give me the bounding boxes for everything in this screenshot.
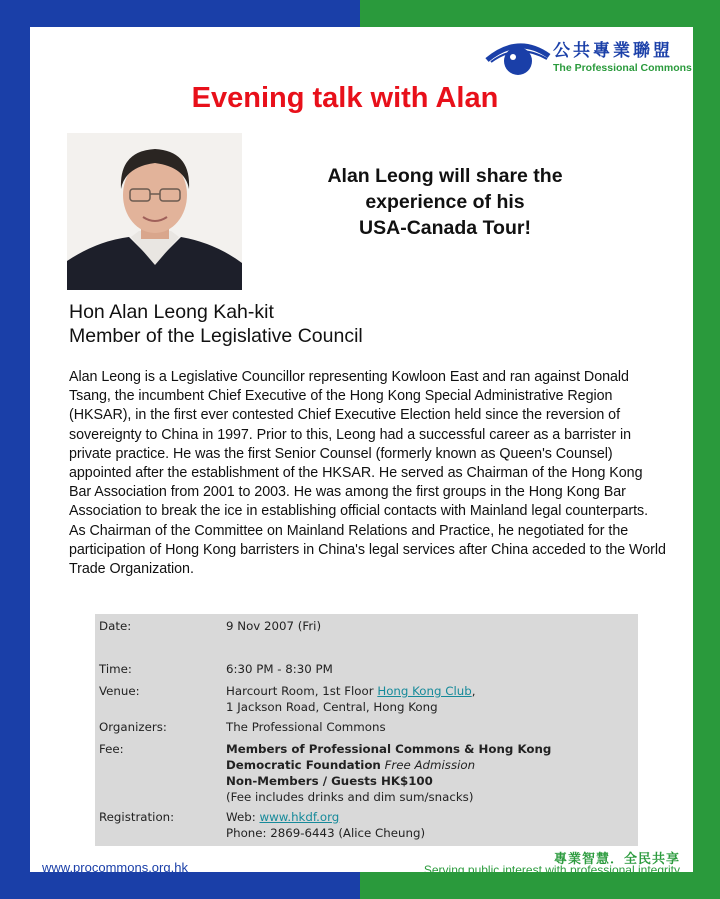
venue-value xyxy=(226,683,631,715)
headline-line-1: Alan Leong will share the xyxy=(327,165,563,187)
speaker-biography: Alan Leong is a Legislative Councillor representing Kowloon East and ran against Donald Tsang, the incumbent Chief Executive of the Hong Kong Special Administrative Region (HKSAR), in the first ever contested Chief Executive Election held since the reversion of sovereignty to China in 1997. Prior to this, Leong had a successful career as a barrister in private practice. He was the first Senior Counsel (formerly known as Queen's Counsel) appointed after the establishment of the HKSAR. He served as Chairman of the Hong Kong Bar Association from 2001 to 2003. He was among the first groups in the Hong Kong Bar Association to break the ice in establishing official contacts with Mainland legal counterparts. As Chairman of the Committee on Mainland Relations and Practice, he negotiated for the participation of Hong Kong barristers in China's legal services after China acceded to the World Trade Organization. xyxy=(69,369,666,578)
venue-address: 1 Jackson Road, Central, Hong Kong xyxy=(226,700,438,714)
hkdf-website-link[interactable]: www.hkdf.org xyxy=(259,810,340,824)
fee-members: Members of Professional Commons & Hong Kong Democratic Foundation xyxy=(226,742,552,772)
fee-note: (Fee includes drinks and dim sum/snacks) xyxy=(226,790,474,804)
logo-english-name: The Professional Commons xyxy=(553,62,692,74)
date-label: Date: xyxy=(99,619,132,633)
organizers-label: Organizers: xyxy=(99,720,167,734)
event-title: Evening talk with Alan xyxy=(191,82,499,114)
registration-value xyxy=(226,809,631,841)
speaker-position: Member of the Legislative Council xyxy=(69,325,363,347)
speaker-photo xyxy=(67,133,242,290)
fee-members-price: Free Admission xyxy=(384,758,476,772)
speaker-name: Hon Alan Leong Kah-kit xyxy=(69,301,274,323)
date-value: 9 Nov 2007 (Fri) xyxy=(226,619,322,633)
event-details-box xyxy=(95,614,638,846)
headline-line-3: USA-Canada Tour! xyxy=(359,217,531,239)
time-label: Time: xyxy=(99,662,132,676)
fee-label: Fee: xyxy=(99,742,124,756)
logo-chinese-name: 公共專業聯盟 xyxy=(553,41,673,61)
registration-web-label: Web: xyxy=(226,810,260,824)
professional-commons-logo xyxy=(485,36,692,80)
venue-label: Venue: xyxy=(99,684,140,698)
talk-headline xyxy=(300,163,590,241)
registration-label: Registration: xyxy=(99,810,175,824)
venue-room: Harcourt Room, 1st Floor xyxy=(226,684,378,698)
eye-logo-icon xyxy=(485,38,551,78)
registration-phone: Phone: 2869-6443 (Alice Cheung) xyxy=(226,826,426,840)
fee-guests: Non-Members / Guests HK$100 xyxy=(226,774,433,788)
organizers-value: The Professional Commons xyxy=(226,720,386,734)
time-value: 6:30 PM - 8:30 PM xyxy=(226,662,333,676)
footer-website-url[interactable]: www.procommons.org.hk xyxy=(42,860,188,875)
footer-english-slogan: Serving public interest with professional integrity xyxy=(423,863,680,877)
headline-line-2: experience of his xyxy=(365,191,525,213)
footer-chinese-slogan: 專業智慧．全民共享 xyxy=(553,852,680,867)
hong-kong-club-link[interactable]: Hong Kong Club xyxy=(377,684,472,698)
venue-comma: , xyxy=(471,684,476,698)
fee-value xyxy=(226,741,631,805)
